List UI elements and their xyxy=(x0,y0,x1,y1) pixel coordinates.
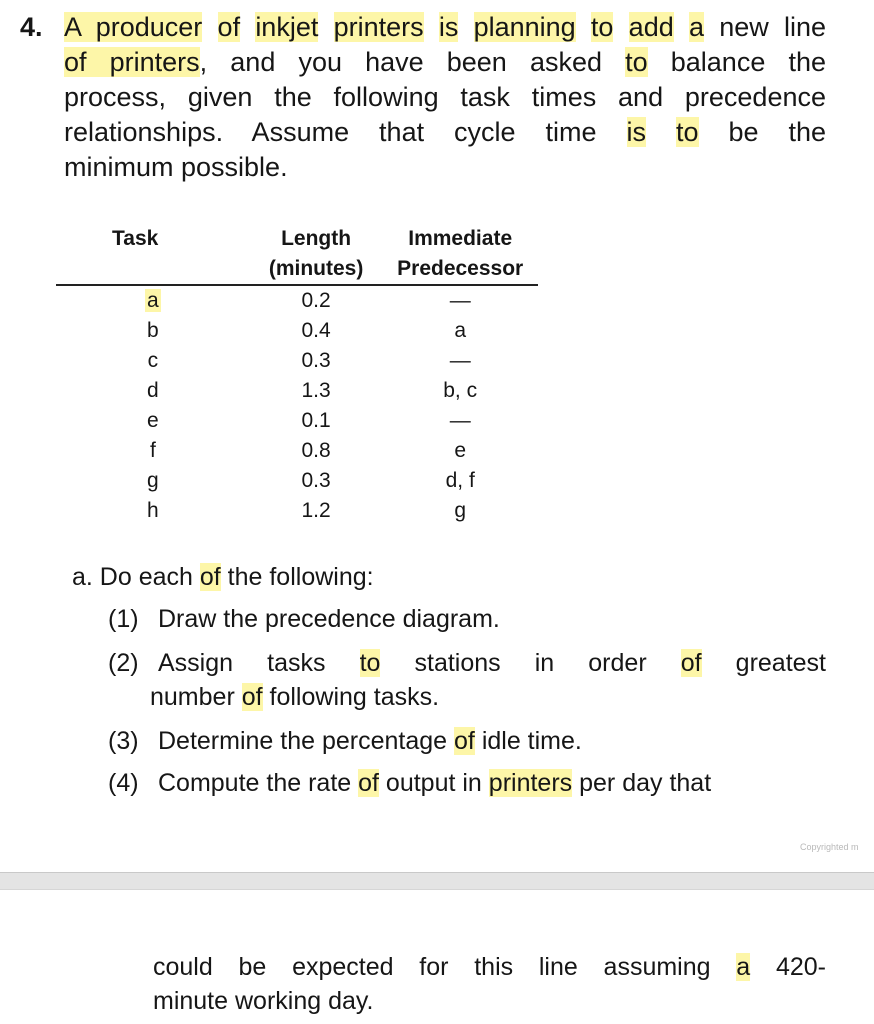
highlighted-text: a xyxy=(736,953,751,981)
item-number: (2) xyxy=(108,649,139,677)
header-task-label: Task xyxy=(112,227,159,250)
text-run: output in xyxy=(378,769,489,797)
text-run: minute working day. xyxy=(153,987,374,1015)
table-row xyxy=(56,406,538,436)
cell-length-value: 0.8 xyxy=(301,439,331,462)
cell-pred-value: g xyxy=(454,499,467,522)
header-length-line1: Length xyxy=(281,227,352,250)
header-predecessor xyxy=(382,224,538,285)
text-line xyxy=(64,45,826,80)
cell-task xyxy=(56,316,250,346)
cell-task xyxy=(56,406,250,436)
text-run: could be expected for this line assuming xyxy=(153,953,737,981)
text-run: Compute the rate xyxy=(158,769,359,797)
cell-pred-value: d, f xyxy=(445,469,475,492)
cell-pred-value: b, c xyxy=(443,379,478,402)
text-run: be the xyxy=(698,117,826,147)
highlighted-text: of xyxy=(680,649,702,677)
cell-pred xyxy=(382,466,538,496)
text-run xyxy=(646,117,676,147)
cell-pred xyxy=(382,316,538,346)
cell-task xyxy=(56,436,250,466)
highlighted-text: of xyxy=(358,769,379,797)
text-line xyxy=(64,115,826,150)
text-run: stations in order xyxy=(380,649,681,677)
copyright-watermark: Copyrighted m xyxy=(800,842,859,852)
header-length-line2: (minutes) xyxy=(268,257,364,280)
cell-task xyxy=(56,496,250,526)
text-run: new line xyxy=(704,12,826,42)
text-run xyxy=(318,12,333,42)
cell-length xyxy=(250,316,383,346)
text-run: following tasks. xyxy=(262,683,440,711)
highlighted-text: planning xyxy=(473,12,576,42)
cell-task-value: c xyxy=(147,349,159,372)
item-number: (4) xyxy=(108,769,139,797)
item-text xyxy=(158,766,711,800)
cell-length-value: 0.1 xyxy=(301,409,331,432)
cell-pred xyxy=(382,285,538,316)
problem-number: 4. xyxy=(20,12,43,42)
text-run: minimum possible. xyxy=(64,152,288,182)
cell-pred-value: — xyxy=(449,289,471,312)
highlighted-text: A producer xyxy=(64,12,203,42)
subquestion-lead-text: . Do each xyxy=(85,563,200,591)
text-run: number xyxy=(150,683,242,711)
problem-text xyxy=(64,10,826,185)
cell-length xyxy=(250,285,383,316)
text-run xyxy=(424,12,439,42)
cell-pred xyxy=(382,406,538,436)
cell-length xyxy=(250,496,383,526)
text-run: Determine the percentage xyxy=(158,727,455,755)
header-pred-line1: Immediate xyxy=(408,227,513,250)
continuation-text xyxy=(153,950,826,1018)
text-line xyxy=(153,984,826,1018)
item-text xyxy=(150,646,827,714)
highlighted-text: is xyxy=(438,12,459,42)
highlighted-text: to xyxy=(625,47,648,77)
highlighted-text: add xyxy=(628,12,674,42)
cell-pred xyxy=(382,496,538,526)
text-run: greatest xyxy=(701,649,827,677)
cell-task-value: d xyxy=(147,379,159,402)
highlighted-text: inkjet xyxy=(255,12,319,42)
highlighted-text: printers xyxy=(333,12,424,42)
cell-pred-value: — xyxy=(449,409,471,432)
cell-task-value: h xyxy=(147,499,159,522)
text-line xyxy=(64,10,826,45)
text-run xyxy=(240,12,255,42)
text-run: per day that xyxy=(572,769,712,797)
highlighted-text: of xyxy=(217,12,241,42)
header-pred-line2: Predecessor xyxy=(397,257,524,280)
cell-task-value: a xyxy=(147,289,159,312)
header-task xyxy=(56,224,250,285)
text-run: Assign tasks xyxy=(158,649,360,677)
task-table xyxy=(56,224,538,526)
item-number: (3) xyxy=(108,727,139,755)
text-run: relationships. Assume that cycle time xyxy=(64,117,627,147)
cell-task-value: e xyxy=(147,409,159,432)
text-run xyxy=(674,12,689,42)
header-length xyxy=(250,224,383,285)
text-line xyxy=(150,680,826,714)
subquestion-label: a xyxy=(72,563,86,591)
text-line xyxy=(64,80,826,115)
cell-pred xyxy=(382,436,538,466)
cell-pred xyxy=(382,346,538,376)
page-divider xyxy=(0,872,874,890)
table-row xyxy=(56,436,538,466)
text-run: 420- xyxy=(750,953,826,981)
text-run: process, given the following task times and precedence xyxy=(64,82,826,112)
cell-length-value: 0.3 xyxy=(301,349,331,372)
highlighted-text: to xyxy=(590,12,614,42)
highlighted-text: of xyxy=(241,683,263,711)
text-run: idle time. xyxy=(474,727,582,755)
highlighted-text: to xyxy=(675,117,699,147)
highlighted-text: of printers xyxy=(64,47,200,77)
cell-task-value: g xyxy=(147,469,159,492)
cell-pred-value: a xyxy=(454,319,467,342)
cell-length-value: 0.4 xyxy=(301,319,331,342)
text-line xyxy=(64,150,826,185)
text-run: , and you have been asked xyxy=(199,47,626,77)
highlighted-text: is xyxy=(626,117,646,147)
task-table-body xyxy=(56,285,538,526)
cell-length xyxy=(250,466,383,496)
table-row xyxy=(56,376,538,406)
cell-length xyxy=(250,406,383,436)
table-row xyxy=(56,316,538,346)
text-run: balance the xyxy=(647,47,826,77)
cell-pred-value: e xyxy=(454,439,467,462)
cell-length-value: 1.3 xyxy=(301,379,331,402)
cell-pred xyxy=(382,376,538,406)
table-row xyxy=(56,285,538,316)
cell-task xyxy=(56,376,250,406)
highlighted-text: a xyxy=(688,12,704,42)
subquestion-lead-highlight: of xyxy=(199,563,221,591)
subquestion-lead xyxy=(72,560,374,594)
cell-length-value: 0.2 xyxy=(301,289,331,312)
item-text xyxy=(158,724,582,758)
text-line xyxy=(153,950,826,984)
cell-task xyxy=(56,285,250,316)
cell-length xyxy=(250,346,383,376)
table-row xyxy=(56,496,538,526)
text-run xyxy=(202,12,217,42)
text-run xyxy=(613,12,628,42)
highlighted-text: to xyxy=(359,649,381,677)
cell-length-value: 0.3 xyxy=(301,469,331,492)
highlighted-text: printers xyxy=(488,769,573,797)
table-row xyxy=(56,466,538,496)
cell-task-value: f xyxy=(149,439,156,462)
item-text xyxy=(158,602,500,636)
cell-length xyxy=(250,376,383,406)
subquestion-lead-end: the following: xyxy=(220,563,374,591)
cell-length-value: 1.2 xyxy=(301,499,331,522)
table-header-row xyxy=(56,224,538,285)
cell-task xyxy=(56,346,250,376)
cell-task-value: b xyxy=(147,319,159,342)
highlighted-text: of xyxy=(454,727,475,755)
table-row xyxy=(56,346,538,376)
cell-task xyxy=(56,466,250,496)
text-run: Draw the precedence diagram. xyxy=(158,605,500,633)
text-run xyxy=(458,12,473,42)
text-run xyxy=(576,12,591,42)
cell-length xyxy=(250,436,383,466)
text-line xyxy=(158,646,826,680)
item-number: (1) xyxy=(108,605,139,633)
cell-pred-value: — xyxy=(449,349,471,372)
